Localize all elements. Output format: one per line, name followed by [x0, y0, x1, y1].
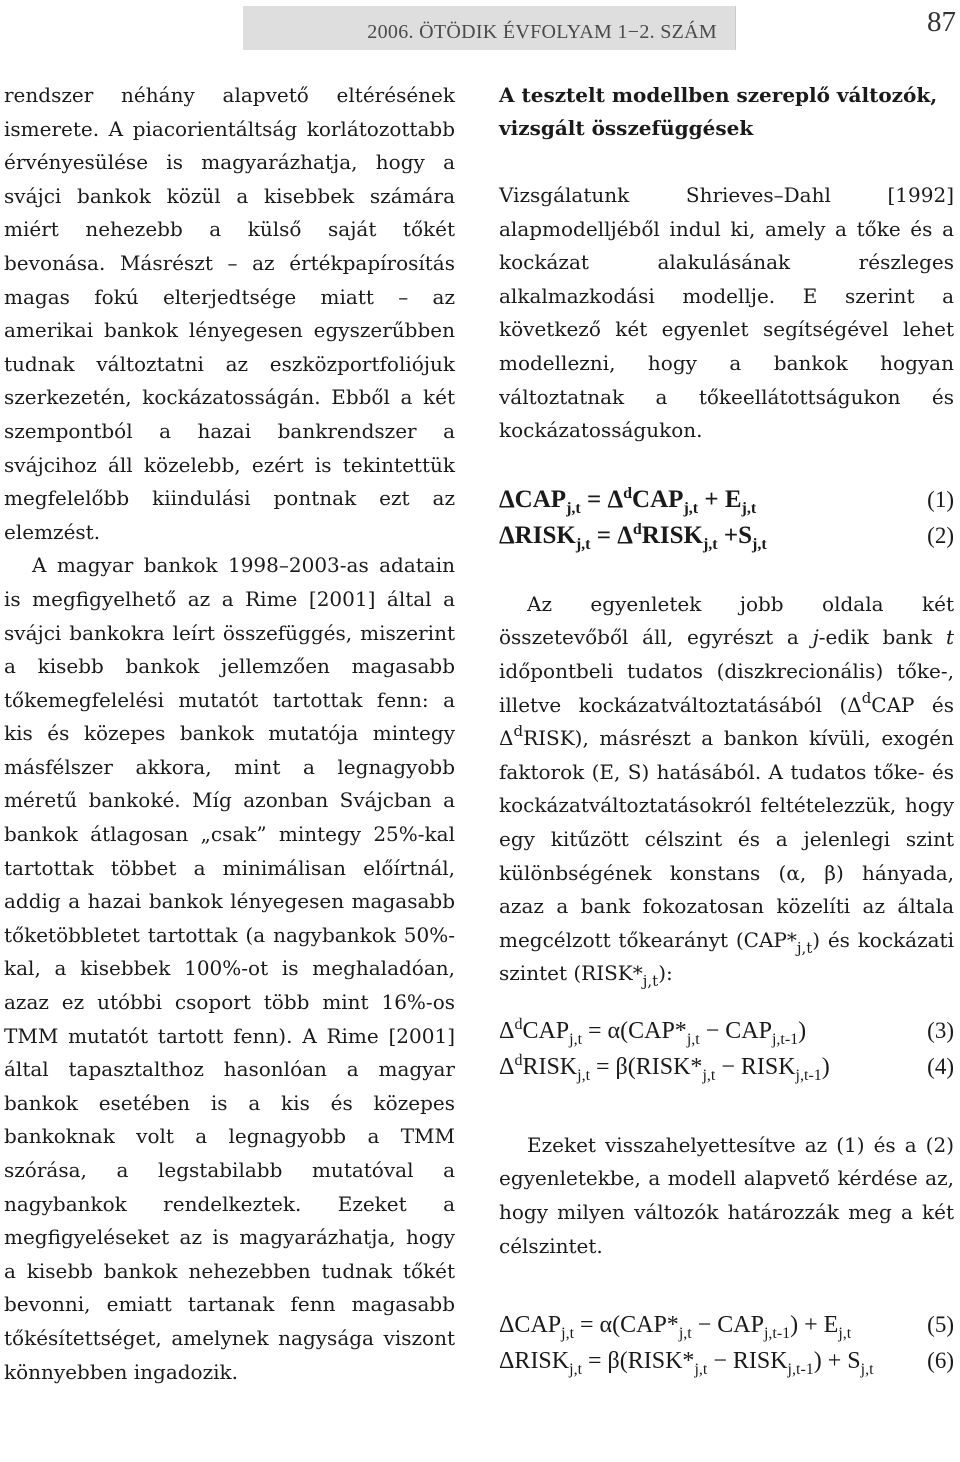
equation-number: (4)	[927, 1053, 954, 1079]
equation-6: $\Delta RISK_{j,t}$ = $\beta(RISK*_{j,t}$ − $RISK_{j,t-1}) + S_{j,t}$ (6)	[499, 1343, 954, 1379]
right-paragraph-1: Vizsgálatunk Shrieves–Dahl [1992] alapmodelljéből indul ki, amely a tőke és a kockázat alakulásának részleges alkalmazkodási modellje. E szerint a következő két egyenlet segítségével lehet modellezni, hogy a bankok hogyan változtatnak a tőkeellátottságukon és kockázatosságukon.	[499, 183, 954, 443]
right-column	[499, 79, 954, 1379]
running-header	[243, 6, 736, 50]
equation-2: $\Delta RISK_{j,t}$ = $\Delta^dRISK_{j,t} +S_{j,t}$ (2)	[499, 518, 954, 554]
equation-number: (6)	[927, 1348, 954, 1374]
equation-5: $\Delta CAP_{j,t} = \alpha(CAP*_{j,t} - CAP_{j,t-1}) + E_{j,t}$ (5)	[499, 1307, 954, 1343]
equation-number: (3)	[927, 1017, 954, 1043]
left-paragraph-2: A magyar bankok 1998–2003-as adatain is megfigyelhető az a Rime [2001] által a svájci bankokra leírt összefüggés, miszerint a kisebb bankok jellemzően magasabb tőkemegfelelési mutatót tartottak fenn: a kis és közepes bankok mutatója mintegy másfélszer akkora, mint a legnagyobb méretű bankoké. Míg azonban Svájcban a bankok átlagosan „csak” mintegy 25%-kal tartottak többet a minimálisan előírtnál, addig a hazai bankok lényegesen magasabb tőketöbbletet tartottak (a nagybankok 50%-kal, a kisebbek 100%-ot is meghaladóan, azaz ez utóbbi csoport több mint 16%-os TMM mutatót tartott fenn). A Rime [2001] által tapasztalthoz hasonlóan a magyar bankok esetében is a kis és közepes bankoknak volt a legnagyobb a TMM szórása, a legstabilabb mutatóval a nagybankok rendelkeztek. Ezeket a megfigyeléseket az is magyarázhatja, hogy a kisebb bankok nehezebben tudnak tőkét bevonni, emiatt tartanak fenn magasabb tőkésítettséget, amelynek nagysága viszont könnyebben ingadozik.	[4, 553, 455, 1384]
right-paragraph-2: Az egyenletek jobb oldala két összetevőből áll, egyrészt a j-edik bank t időpontbeli tudatos (diszkrecionális) tőke-, illetve kockázatváltoztatásából ($\Delta^dCAP$ és $\Delta^dRISK$), másrészt a bankon kívüli, exogén faktorok (E, S) hatásából. A tudatos tőke- és kockázatváltoztatásokról feltételezzük, hogy egy kitűzött célszint és a jelenlegi szint különbségének konstans (α, β) hányada, azaz a bank fokozatosan közelíti az általa megcélzott tőkearányt $(CAP*_{j,t})$ és kockázati szintet $(RISK*_{j,t})$:	[499, 591, 954, 991]
equation-number: (2)	[927, 522, 954, 548]
section-heading: A tesztelt modellben szereplő változók, vizsgált összefüggések	[499, 83, 938, 140]
equation-number: (1)	[927, 486, 954, 512]
equation-number: (5)	[927, 1312, 954, 1338]
page-number: 87	[927, 6, 956, 38]
left-paragraph-1: rendszer néhány alapvető eltérésének ismerete. A piacorientáltság korlátozottabb érvényesülése is magyarázhatja, hogy a svájci bankok közül a kisebbek számára miért nehezebb a külső saját tőkét bevonása. Másrészt – az értékpapírosítás magas fokú elterjedtsége miatt – az amerikai bankok lényegesen egyszerűbben tudnak változtatni az eszközportfoliójuk szerkezetén, kockázatosságán. Ebből a két szempontból a hazai bankrendszer a svájcihoz áll közelebb, ezért is tekintettük megfelelőbb kiindulási pontnak ezt az elemzést.	[4, 83, 455, 544]
equation-3: $\Delta^dCAP_{j,t} = \alpha(CAP*_{j,t} - CAP_{j,t-1})$ (3)	[499, 1013, 954, 1049]
left-column	[4, 79, 455, 1389]
equation-4: $\Delta^dRISK_{j,t}$ = $\beta(RISK*_{j,t}$ − $RISK_{j,t-1}$) (4)	[499, 1049, 954, 1085]
equation-1: $\Delta CAP_{j,t} = \Delta^dCAP_{j,t} + E_{j,t}$ (1)	[499, 482, 954, 518]
right-paragraph-3: Ezeket visszahelyettesítve az (1) és a (2) egyenletekbe, a modell alapvető kérdése az, hogy milyen változók határozzák meg a két célszintet.	[499, 1132, 954, 1258]
running-title: 2006. ÖTÖDIK ÉVFOLYAM 1−2. SZÁM	[367, 21, 717, 43]
